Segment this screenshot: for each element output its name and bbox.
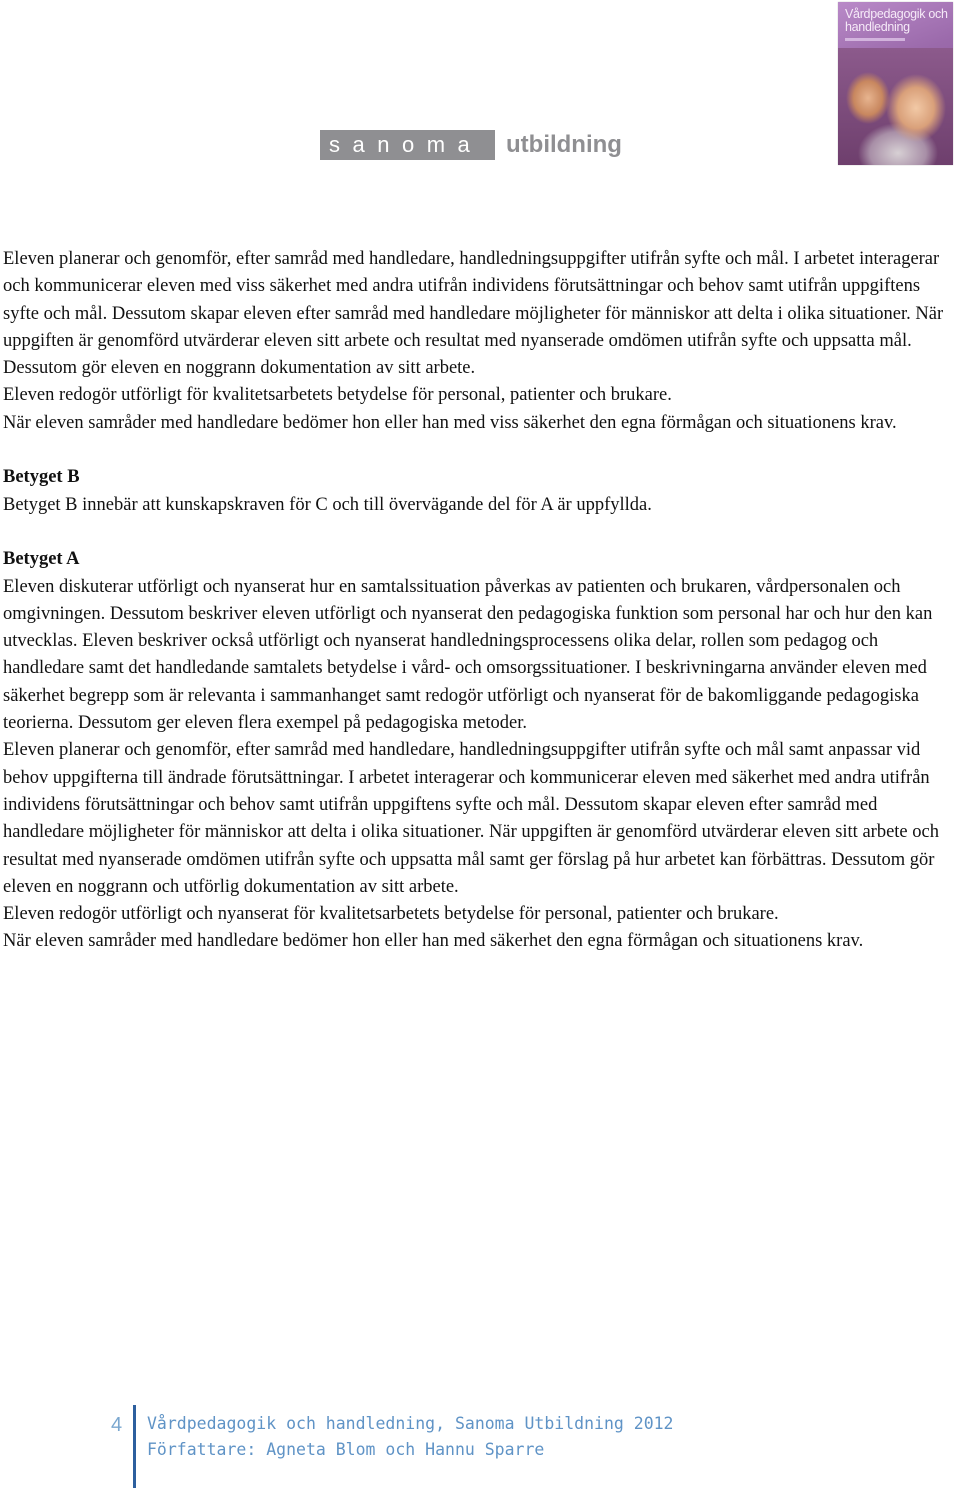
footer-divider [133,1405,136,1488]
publisher-logo-word: utbildning [506,131,622,158]
paragraph: Betyget B innebär att kunskapskraven för C och till övervägande del för A är uppfyllda. [3,494,652,515]
grade-a-heading: Betyget A [3,549,80,570]
paragraph: Eleven redogör utförligt och nyanserat för kvalitetsarbetets betydelse för personal, patienter och brukare. [3,904,779,925]
footer-line-authors: Författare: Agneta Blom och Hannu Sparre [147,1440,545,1459]
paragraph: Eleven planerar och genomför, efter samråd med handledare, handledningsuppgifter utifrån syfte och mål samt anpassar vid behov uppgifterna till ändrade förutsättningar. I arbetet interagerar och kommunicerar eleven med säkerhet med andra utifrån individens förutsättningar och behov samt utifrån uppgiftens syfte och mål. Dessutom skapar eleven efter samråd med handledare möjligheter för människor att delta i olika situationer. När uppgiften är genomförd utvärderar eleven sitt arbete och resultat med nyanserade omdömen utifrån syfte och uppsatta mål samt ger förslag på hur arbetet kan förbättras. Dessutom gör eleven en noggrann och utförlig dokumentation av sitt arbete. [3,740,939,897]
paragraph: När eleven samråder med handledare bedömer hon eller han med säkerhet den egna förmågan och situationens krav. [3,931,864,952]
paragraph: När eleven samråder med handledare bedömer hon eller han med viss säkerhet den egna förmågan och situationens krav. [3,412,897,433]
grade-b-heading: Betyget B [3,467,80,488]
publisher-logo-boxed: sanoma [320,130,495,160]
book-cover-title: Vårdpedagogik och handledning [845,7,948,34]
footer-credits [147,1411,674,1463]
book-cover-image [838,2,953,165]
page-number: 4 [111,1414,123,1436]
paragraph: Eleven diskuterar utförligt och nyanserat hur en samtalssituation påverkas av patienten och brukaren, vårdpersonalen och omgivningen. Dessutom beskriver eleven utförligt och nyanserat den pedagogiska funktion som personal har och hur den kan utvecklas. Eleven beskriver också utförligt och nyanserat handledningsprocessens olika delar, rollen som pedagog och handledare samt det handledande samtalets betydelse i vård- och omsorgssituationer. I beskrivningarna använder eleven med säkerhet begrepp som är relevanta i sammanhanget samt redogör utförligt och nyanserat för de bakomliggande pedagogiska teorierna. Dessutom ger eleven flera exempel på pedagogiska metoder. [3,576,933,734]
footer-line-title: Vårdpedagogik och handledning, Sanoma Utbildning 2012 [147,1414,674,1433]
paragraph: Eleven redogör utförligt för kvalitetsarbetets betydelse för personal, patienter och brukare. [3,385,672,406]
spacer [3,437,953,464]
paragraph: Eleven planerar och genomför, efter samråd med handledare, handledningsuppgifter utifrån syfte och mål. I arbetet interagerar och kommunicerar eleven med viss säkerhet med andra utifrån individens förutsättningar och behov samt utifrån uppgiftens syfte och mål. Dessutom skapar eleven efter samråd med handledare möjligheter för människor att delta i olika situationer. När uppgiften är genomförd utvärderar eleven sitt arbete och resultat med nyanserade omdömen utifrån syfte och uppsatta mål. Dessutom gör eleven en noggrann dokumentation av sitt arbete. [3,249,944,379]
main-text [3,246,953,956]
spacer [3,519,953,546]
book-cover-subtitle-bar [845,38,905,41]
book-cover-photo [838,48,953,165]
